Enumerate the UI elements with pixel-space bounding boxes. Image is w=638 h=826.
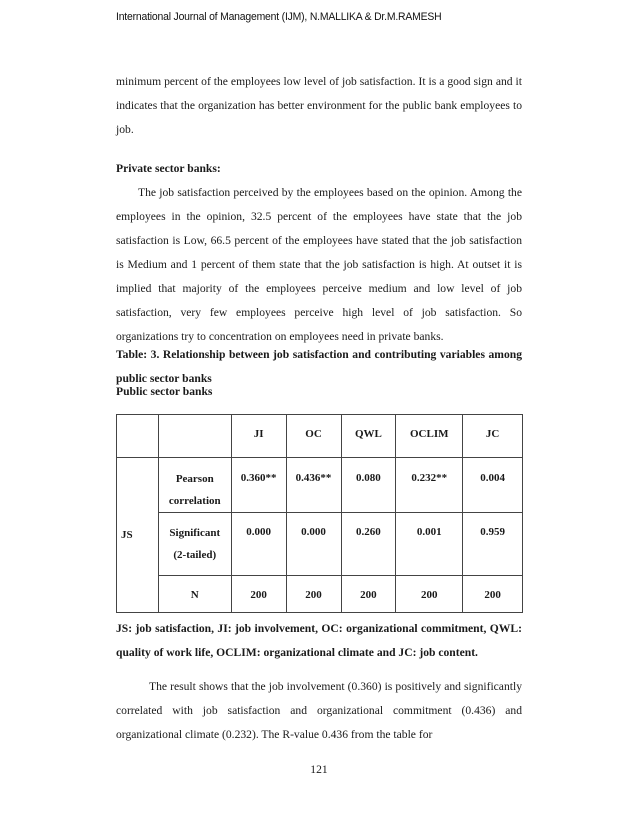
table-caption: Table: 3. Relationship between job satisfaction and contributing variables among public sector banks <box>116 348 522 385</box>
column-header-jc: JC <box>463 415 523 458</box>
paragraph-private-banks: The job satisfaction perceived by the employees based on the opinion. Among the employees in the opinion, 32.5 percent of the employees have state that the job satisfaction is Low, 66.5 percent of the employees have stated that the job satisfaction is Medium and 1 percent of them state that the job satisfaction is high. At outset it is implied that majority of the employees perceive medium and low level of job satisfaction, very few employees perceive high level of job satisfaction. So organizations try to concentration on employees need in private banks. <box>116 186 522 343</box>
correlation-table <box>116 414 523 613</box>
page-number: 121 <box>310 763 328 776</box>
table-cell: 0.436** <box>286 458 341 513</box>
table-subtitle: Public sector banks <box>116 385 213 398</box>
table-corner-cell <box>117 415 159 458</box>
table-corner-cell <box>158 415 231 458</box>
row-label-line: Significant <box>169 527 221 539</box>
table-cell: 0.260 <box>341 513 396 576</box>
running-header: International Journal of Management (IJM), N.MALLIKA & Dr.M.RAMESH <box>116 11 442 23</box>
table-cell: 0.080 <box>341 458 396 513</box>
table-cell: 0.360** <box>231 458 286 513</box>
table-row <box>117 458 523 513</box>
table-cell: 200 <box>286 576 341 613</box>
column-header-qwl: QWL <box>341 415 396 458</box>
table-cell: 200 <box>341 576 396 613</box>
table-cell: 200 <box>463 576 523 613</box>
paragraph-results: The result shows that the job involvement (0.360) is positively and significantly correlated with job satisfaction and organizational commitment (0.436) and organizational climate (0.232). The R-value 0.436 from the table for <box>116 680 522 741</box>
row-label-line: (2-tailed) <box>173 549 217 561</box>
abbreviation-legend: JS: job satisfaction, JI: job involvement, OC: organizational commitment, QWL: quality of work life, OCLIM: organizational climate and JC: job content. <box>116 622 522 659</box>
paragraph-public-banks-conclusion: minimum percent of the employees low level of job satisfaction. It is a good sign and it indicates that the organization has better environment for the public bank employees to job. <box>116 75 522 136</box>
table-row <box>117 513 523 576</box>
section-heading-private-banks: Private sector banks: <box>116 162 221 175</box>
column-header-oc: OC <box>286 415 341 458</box>
column-header-oclim: OCLIM <box>396 415 463 458</box>
table-header-row <box>117 415 523 458</box>
table-cell: 0.000 <box>231 513 286 576</box>
row-label-pearson <box>158 458 231 513</box>
table-cell: 0.004 <box>463 458 523 513</box>
column-header-ji: JI <box>231 415 286 458</box>
table-cell: 0.001 <box>396 513 463 576</box>
row-label-significant <box>158 513 231 576</box>
row-label-line: correlation <box>168 495 221 507</box>
table-cell: 0.959 <box>463 513 523 576</box>
row-group-label: JS <box>117 458 159 613</box>
table-row <box>117 576 523 613</box>
table-cell: 0.232** <box>396 458 463 513</box>
row-label-line: Pearson <box>175 473 214 485</box>
table-cell: 200 <box>396 576 463 613</box>
table-cell: 0.000 <box>286 513 341 576</box>
row-label-n: N <box>158 576 231 613</box>
table-cell: 200 <box>231 576 286 613</box>
